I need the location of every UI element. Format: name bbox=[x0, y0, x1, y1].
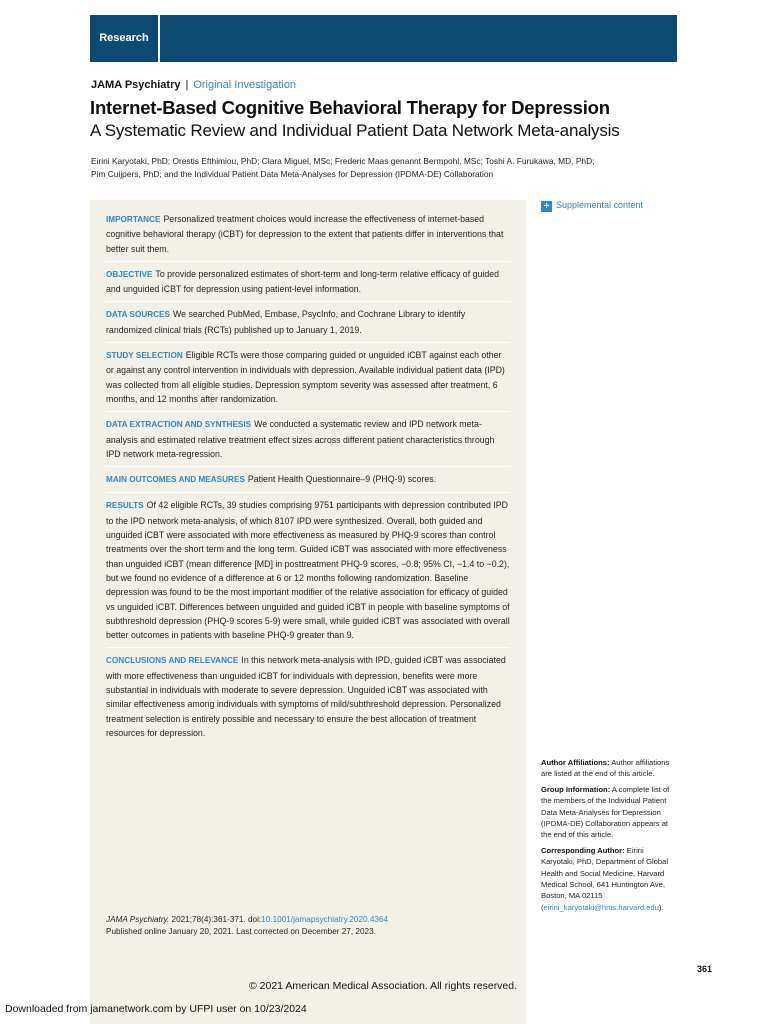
supplemental-content-link[interactable] bbox=[541, 200, 643, 212]
email-link[interactable]: eirini_karyotaki@hms.harvard.edu bbox=[543, 902, 659, 912]
journal-name: JAMA Psychiatry bbox=[91, 79, 181, 91]
affiliations-label: Author Affiliations: bbox=[541, 758, 610, 767]
author-affiliations-note bbox=[541, 757, 679, 780]
affiliations-text: Author affiliations are listed at the end of this article. bbox=[541, 758, 670, 779]
page-number: 361 bbox=[697, 964, 713, 974]
section-text: Of 42 eligible RCTs, 39 studies comprising 9751 participants with depression contributed IPD to the IPD network meta-analysis, of which 8107 IPD were synthesized. Overall, both guided and unguided iCBT were associated with more effectiveness as measured by PHQ-9 scores than control treatments over the short term and the long term. Guided iCBT was associated with more effectiveness than unguided iCBT (mean difference [MD] in posttreatment PHQ-9 scores, −0.8; 95% CI, −1.4 to −0.2), but we found no evidence of a difference at 6 or 12 months following randomization. Baseline depression was found to be the most important modifier of the relative association for efficacy of guided vs unguided iCBT. Differences between unguided and guided iCBT in people with baseline symptoms of subthreshold depression (PHQ-9 scores 5-9) were small, while guided iCBT was associated with overall better outcomes in patients with baseline PHQ-9 greater than 9. bbox=[106, 500, 510, 641]
section-header-band bbox=[90, 15, 677, 62]
author-list bbox=[91, 155, 631, 181]
article-subtitle: A Systematic Review and Individual Patient Data Network Meta-analysis bbox=[90, 121, 620, 140]
doi-link[interactable]: 10.1001/jamapsychiatry.2020.4364 bbox=[261, 915, 389, 924]
corresponding-author-note bbox=[541, 845, 679, 913]
abstract-section-importance bbox=[106, 212, 510, 262]
citation bbox=[106, 914, 506, 937]
journal-separator: | bbox=[185, 79, 189, 91]
section-heading: CONCLUSIONS AND RELEVANCE bbox=[106, 656, 239, 666]
citation-journal: JAMA Psychiatry. bbox=[106, 915, 170, 924]
abstract-section-objective bbox=[106, 267, 510, 303]
section-text: In this network meta-analysis with IPD, guided iCBT was associated with more effectiveness than unguided iCBT for individuals with depression, benefits were more substantial in individuals with moderate to severe depression. Unguided iCBT was associated with similar effectiveness among individuals with symptoms of mild/subthreshold depression. Personalized treatment selection is entirely possible and necessary to ensure the best allocation of treatment resources for depression. bbox=[106, 655, 506, 738]
supplemental-label: Supplemental content bbox=[556, 200, 644, 210]
abstract-section-conclusions bbox=[106, 653, 510, 745]
journal-line bbox=[91, 79, 296, 91]
corresponding-text: Eirini Karyotaki, PhD, Department of Global Health and Social Medicine, Harvard Medical School, 641 Huntington Ave, Boston, MA 02115 ( bbox=[541, 845, 669, 912]
section-heading: OBJECTIVE bbox=[106, 269, 153, 279]
copyright-notice: © 2021 American Medical Association. All rights reserved. bbox=[249, 980, 518, 992]
abstract-section-data-sources bbox=[106, 307, 510, 343]
section-text: Eligible RCTs were those comparing guided or unguided iCBT against each other or against any control intervention in individuals with depression. Available individual patient data (IPD) was collected from all eligible studies. Depression symptom severity was assessed after treatment, 6 months, and 12 months after randomization. bbox=[106, 350, 505, 404]
download-notice: Downloaded from jamanetwork.com by UFPI user on 10/23/2024 bbox=[5, 1003, 307, 1015]
section-text: We searched PubMed, Embase, PsycInfo, and Cochrane Library to identify randomized clinical trials (RCTs) published up to January 1, 2019. bbox=[106, 309, 466, 335]
group-information-note bbox=[541, 784, 679, 841]
authors-line-1: Eirini Karyotaki, PhD; Orestis Efthimiou, PhD; Clara Miguel, MSc; Frederic Maas genannt Bermpohl, MSc; Toshi A. Furukawa, MD, PhD; bbox=[91, 156, 595, 166]
abstract-section-main-outcomes bbox=[106, 472, 510, 493]
published-date: Published online January 20, 2021. Last corrected on December 27, 2023. bbox=[106, 926, 376, 936]
abstract-sections bbox=[106, 212, 510, 750]
plus-icon: + bbox=[541, 201, 552, 212]
article-type-link[interactable]: Original Investigation bbox=[193, 79, 297, 91]
section-text: Patient Health Questionnaire–9 (PHQ-9) scores. bbox=[247, 474, 437, 485]
abstract-section-data-extraction bbox=[106, 417, 510, 467]
article-title: Internet-Based Cognitive Behavioral Therapy for Depression bbox=[90, 97, 610, 118]
citation-volume: 2021;78(4):361-371. doi: bbox=[169, 915, 262, 924]
corresponding-end: ). bbox=[658, 902, 664, 912]
citation-line bbox=[106, 914, 506, 926]
section-heading: IMPORTANCE bbox=[106, 215, 161, 224]
section-label: Research bbox=[99, 32, 149, 44]
authors-line-2: Pim Cuijpers, PhD; and the Individual Patient Data Meta-Analyses for Depression (IPDMA-DE) Collaboration bbox=[91, 169, 494, 179]
abstract-section-study-selection bbox=[106, 348, 510, 412]
section-heading: DATA SOURCES bbox=[106, 310, 170, 320]
band-divider bbox=[158, 15, 160, 62]
section-heading: MAIN OUTCOMES AND MEASURES bbox=[106, 475, 245, 485]
corresponding-label: Corresponding Author: bbox=[541, 845, 625, 855]
section-text: We conducted a systematic review and IPD network meta-analysis and estimated relative treatment effect sizes across different patient characteristics through IPD network meta-regression. bbox=[106, 419, 495, 459]
abstract-section-results bbox=[106, 498, 510, 648]
group-label: Group Information: bbox=[541, 784, 611, 794]
section-heading: STUDY SELECTION bbox=[106, 351, 183, 361]
section-heading: RESULTS bbox=[106, 501, 144, 511]
group-text: A complete list of the members of the Individual Patient Data Meta-Analyses for Depression (IPDMA-DE) Collaboration appears at the end of this article. bbox=[541, 784, 670, 840]
section-text: Personalized treatment choices would increase the effectiveness of internet-based cognitive behavioral therapy (iCBT) for depression to the extent that patients differ in interventions that better suit them. bbox=[106, 214, 504, 254]
section-text: To provide personalized estimates of short-term and long-term relative efficacy of guided and unguided iCBT for depression using patient-level information. bbox=[106, 268, 499, 295]
sidebar-notes bbox=[541, 757, 679, 917]
section-heading: DATA EXTRACTION AND SYNTHESIS bbox=[106, 420, 252, 430]
